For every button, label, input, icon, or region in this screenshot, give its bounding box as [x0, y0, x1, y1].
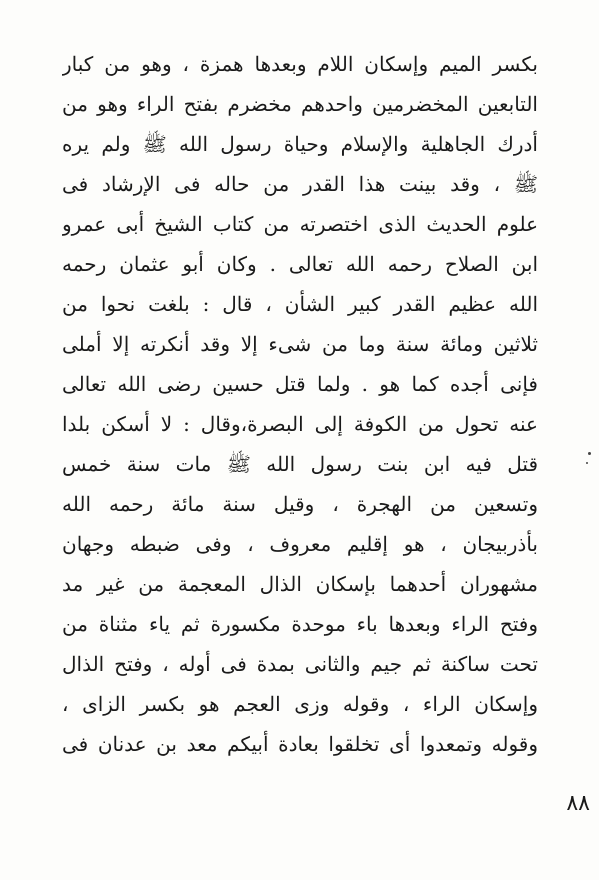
text-line: تحت ساكنة ثم جيم والثانى بمدة فى أوله ، وفتح الذال [62, 652, 538, 676]
text-line: وقوله وتمعدوا أى تخلقوا بعادة أبيكم معد بن عدنان فى [62, 732, 538, 756]
text-line: وإسكان الراء ، وقوله وزى العجم هو بكسر الزاى ، [62, 692, 538, 716]
text-line: عنه تحول من الكوفة إلى البصرة،وقال : لا أسكن بلدا [62, 412, 538, 436]
text-line: الله عظيم القدر كبير الشأن ، قال : بلغت نحوا من [62, 292, 538, 316]
body-text [62, 44, 538, 764]
text-line: وتسعين من الهجرة ، وقيل سنة مائة رحمه الله [62, 492, 538, 516]
page-number: ٨٨ [566, 791, 590, 816]
text-line: وفتح الراء وبعدها باء موحدة مكسورة ثم ياء مثناة من [62, 612, 538, 636]
text-line: ﷺ ، وقد بينت هذا القدر من حاله فى الإرشاد فى [62, 172, 538, 196]
text-line: التابعين المخضرمين واحدهم مخضرم بفتح الراء وهو من [62, 92, 538, 116]
text-line: أدرك الجاهلية والإسلام وحياة رسول الله ﷺ ولم يره [62, 132, 538, 156]
text-line: فإنى أجده كما هو . ولما قتل حسين رضى الله تعالى [62, 372, 538, 396]
scan-speck [588, 452, 591, 455]
text-line: علوم الحديث الذى اختصرته من كتاب الشيخ أبى عمرو [62, 212, 538, 236]
text-line: ابن الصلاح رحمه الله تعالى . وكان أبو عثمان رحمه [62, 252, 538, 276]
text-line: ثلاثين ومائة سنة وما من شىء إلا وقد أنكرته إلا أملى [62, 332, 538, 356]
text-line: بكسر الميم وإسكان اللام وبعدها همزة ، وهو من كبار [62, 52, 538, 76]
text-line: قتل فيه ابن بنت رسول الله ﷺ مات سنة خمس [62, 452, 538, 476]
text-line: مشهوران أحدهما بإسكان الذال المعجمة من غير مد [62, 572, 538, 596]
text-line: بأذربيجان ، هو إقليم معروف ، وفى ضبطه وجهان [62, 532, 538, 556]
scan-speck [586, 462, 588, 464]
